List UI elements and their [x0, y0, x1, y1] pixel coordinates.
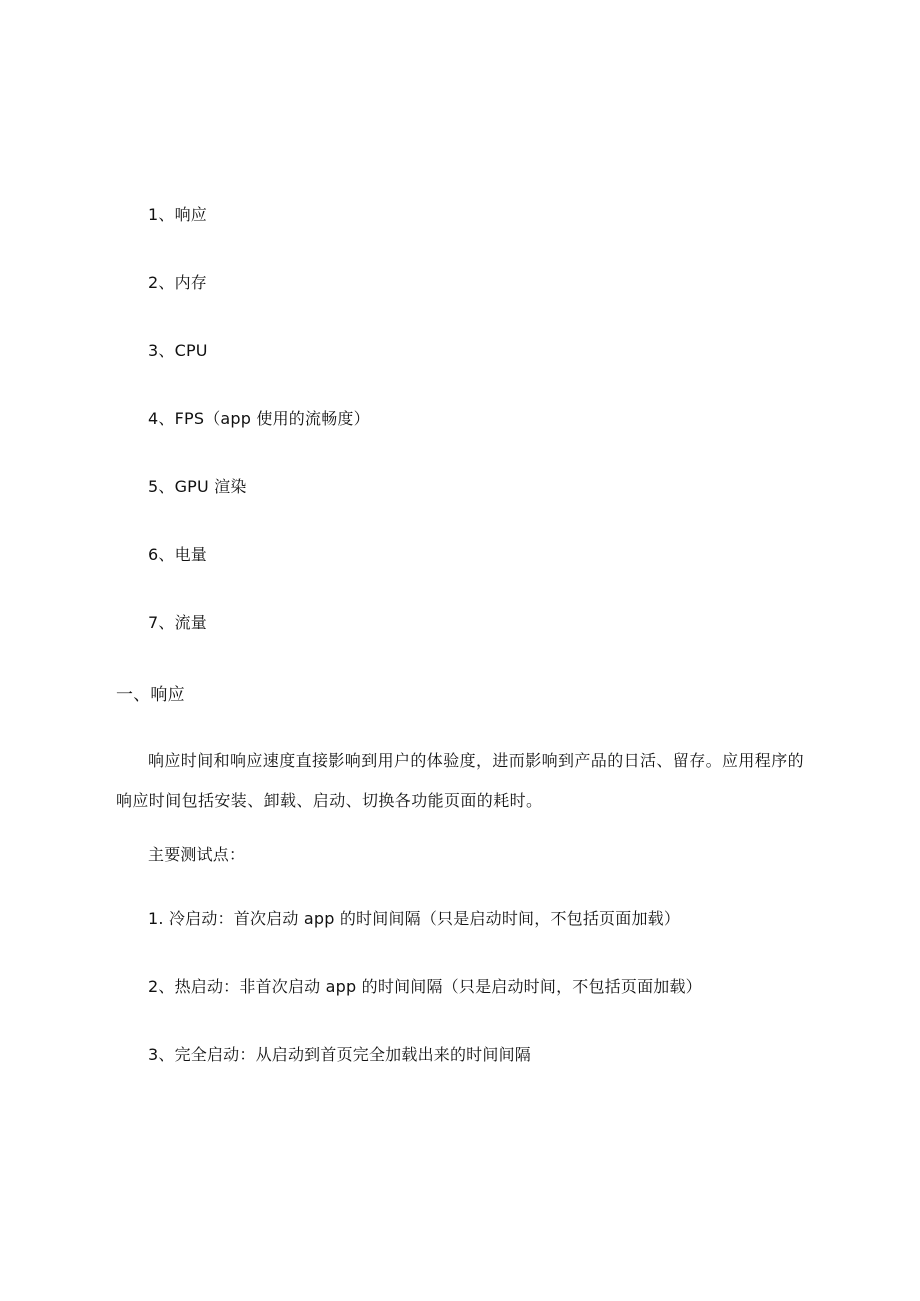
toc-item-traffic: 7、流量 — [148, 613, 207, 632]
toc-item-cpu: 3、CPU — [148, 341, 208, 360]
section-heading: 一、响应 — [116, 685, 185, 705]
toc-item-battery: 6、电量 — [148, 545, 207, 564]
toc-item-fps: 4、FPS（app 使用的流畅度） — [148, 409, 370, 428]
test-point-warm-start: 2、热启动：非首次启动 app 的时间间隔（只是启动时间，不包括页面加载） — [148, 977, 702, 996]
test-point-full-start: 3、完全启动：从启动到首页完全加载出来的时间间隔 — [148, 1045, 531, 1064]
toc-item-gpu: 5、GPU 渲染 — [148, 477, 247, 496]
test-points-label: 主要测试点： — [148, 845, 246, 864]
toc-item-memory: 2、内存 — [148, 273, 207, 292]
test-point-cold-start: 1. 冷启动：首次启动 app 的时间间隔（只是启动时间，不包括页面加载） — [148, 909, 681, 928]
toc-item-response: 1、响应 — [148, 205, 207, 224]
section-paragraph: 响应时间和响应速度直接影响到用户的体验度，进而影响到产品的日活、留存。应用程序的响应时间包括安装、卸载、启动、切换各功能页面的耗时。 — [116, 751, 805, 810]
